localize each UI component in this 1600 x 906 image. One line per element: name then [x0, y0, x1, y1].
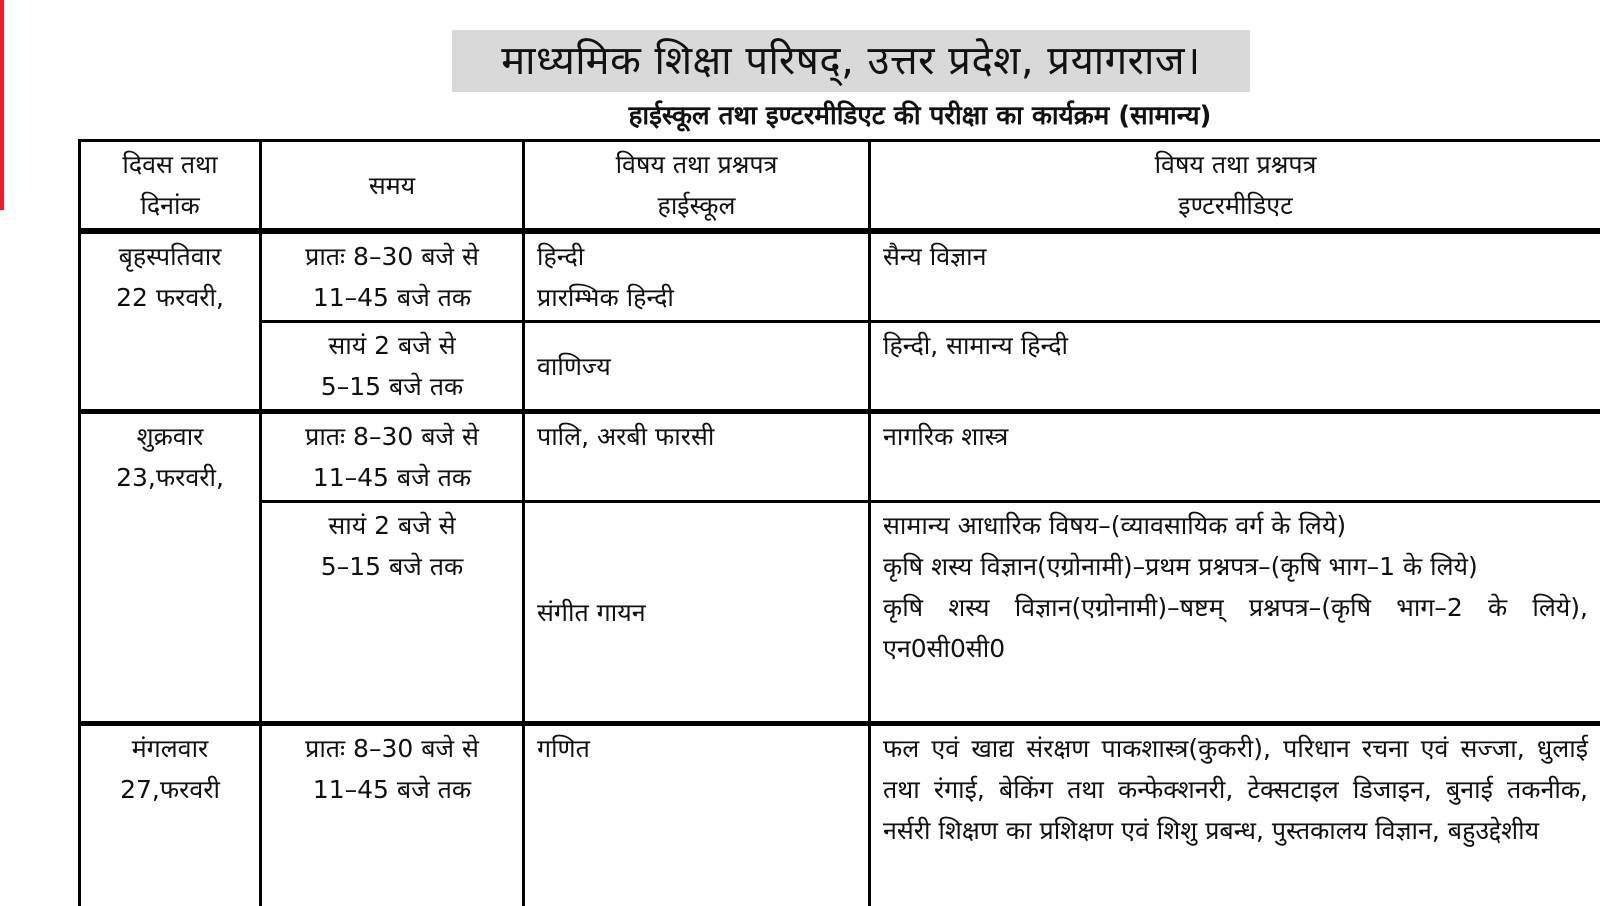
table-row [80, 412, 1600, 502]
column-header-day-date [80, 141, 261, 232]
time-start: प्रातः 8–30 बजे से [305, 422, 479, 451]
column-header-line: दिनांक [140, 191, 200, 220]
subject-line: नागरिक शास्त्र [883, 422, 1009, 451]
column-header-line: हाईस्कूल [657, 191, 736, 220]
red-margin-strip [0, 0, 4, 210]
time-start: सायं 2 बजे से [328, 331, 456, 360]
day-date-cell [80, 412, 261, 724]
intermediate-subject-cell [870, 322, 1600, 412]
time-cell [261, 724, 524, 906]
date: 27,फरवरी [120, 775, 220, 804]
highschool-subject-cell [524, 724, 870, 906]
intermediate-subject-cell [870, 724, 1600, 906]
subject-line: हिन्दी [537, 242, 585, 271]
date: 22 फरवरी, [116, 283, 224, 312]
exam-schedule-subtitle: हाईस्कूल तथा इण्टरमीडिएट की परीक्षा का कार्यक्रम (सामान्य) [628, 101, 1212, 131]
board-title: माध्यमिक शिक्षा परिषद्, उत्तर प्रदेश, प्रयागराज। [452, 30, 1250, 92]
subject-line: हिन्दी, सामान्य हिन्दी [883, 331, 1068, 360]
intermediate-subject-cell [870, 231, 1600, 322]
column-header-intermediate [870, 141, 1600, 232]
subject-line: प्रारम्भिक हिन्दी [537, 283, 674, 312]
subject-line: पालि, अरबी फारसी [537, 422, 715, 451]
column-header-line: विषय तथा प्रश्नपत्र [615, 150, 778, 179]
subject-line: गणित [537, 734, 590, 763]
time-cell [261, 412, 524, 502]
subject-line: वाणिज्य [537, 351, 611, 381]
intermediate-subject-cell [870, 412, 1600, 502]
subject-line: संगीत गायन [537, 597, 646, 627]
highschool-subject-cell [524, 502, 870, 724]
subject-line: कृषि शस्य विज्ञान(एग्रोनामी)–षष्टम् प्रश्नपत्र–(कृषि भाग–2 के लिये), एन0सी0सी0 [883, 593, 1588, 663]
time-start: प्रातः 8–30 बजे से [305, 242, 479, 271]
day-date-cell [80, 231, 261, 412]
column-header-highschool [524, 141, 870, 232]
time-start: प्रातः 8–30 बजे से [305, 734, 479, 763]
column-header-line: दिवस तथा [122, 150, 218, 179]
day-name: शुक्रवार [136, 422, 204, 451]
highschool-subject-cell [524, 322, 870, 412]
column-header-time [261, 141, 524, 232]
table-row [80, 231, 1600, 322]
subject-line: सामान्य आधारिक विषय–(व्यावसायिक वर्ग के लिये) [883, 511, 1347, 540]
time-cell [261, 502, 524, 724]
subject-line: कृषि शस्य विज्ञान(एग्रोनामी)–प्रथम प्रश्नपत्र–(कृषि भाग–1 के लिये) [883, 552, 1478, 581]
subject-line: फल एवं खाद्य संरक्षण पाकशास्त्र(कुकरी), परिधान रचना एवं सज्जा, धुलाई तथा रंगाई, बेकिंग तथा कन्फेक्शनरी, टेक्सटाइल डिजाइन, बुनाई तकनीक, नर्सरी शिक्षण का प्रशिक्षण एवं शिशु प्रबन्ध, पुस्तकालय विज्ञान, बहुउद्देशीय [883, 734, 1588, 845]
time-cell [261, 322, 524, 412]
highschool-subject-cell [524, 231, 870, 322]
day-name: मंगलवार [131, 734, 209, 763]
time-end: 11–45 बजे तक [312, 463, 472, 492]
column-header-line: विषय तथा प्रश्नपत्र [1154, 150, 1317, 179]
subject-line: सैन्य विज्ञान [883, 242, 987, 271]
time-end: 5–15 बजे तक [320, 372, 464, 401]
intermediate-subject-cell [870, 502, 1600, 724]
highschool-subject-cell [524, 412, 870, 502]
time-end: 11–45 बजे तक [312, 775, 472, 804]
column-header-line: इण्टरमीडिएट [1178, 191, 1293, 220]
table-row [80, 502, 1600, 724]
day-date-cell [80, 724, 261, 906]
exam-schedule-table [78, 139, 1600, 906]
time-start: सायं 2 बजे से [328, 511, 456, 540]
time-end: 11–45 बजे तक [312, 283, 472, 312]
date: 23,फरवरी, [116, 463, 224, 492]
table-row [80, 724, 1600, 906]
time-end: 5–15 बजे तक [320, 552, 464, 581]
column-header-line: समय [368, 170, 416, 200]
time-cell [261, 231, 524, 322]
table-header-row [80, 141, 1600, 232]
table-row [80, 322, 1600, 412]
day-name: बृहस्पतिवार [118, 242, 222, 271]
